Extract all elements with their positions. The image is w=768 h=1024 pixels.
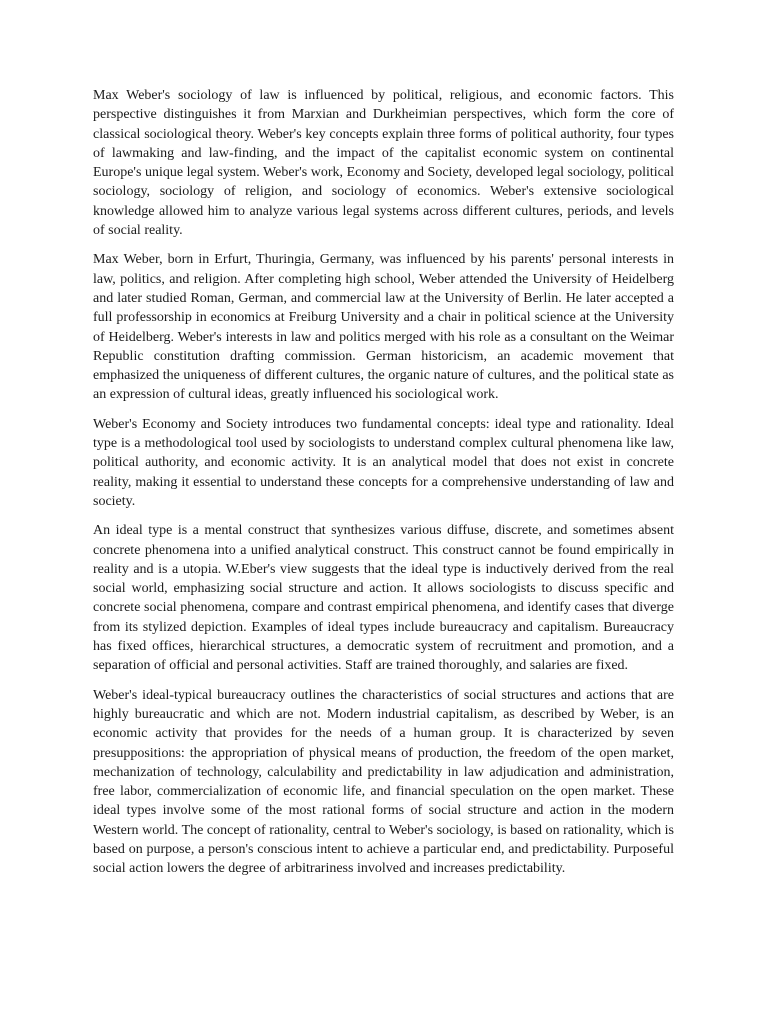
document-page: [93, 86, 674, 889]
paragraph-economy-and-society: Weber's Economy and Society introduces two fundamental concepts: ideal type and rationality. Ideal type is a methodological tool used by sociologists to understand complex cultural phenomena like law, political authority, and economic activity. It is an analytical model that does not exist in concrete reality, making it essential to understand these concepts for a comprehensive understanding of law and society.: [93, 416, 674, 509]
paragraph-weber-sociology-of-law: Max Weber's sociology of law is influenced by political, religious, and economic factors. This perspective distinguishes it from Marxian and Durkheimian perspectives, which form the core of classical sociological theory. Weber's key concepts explain three forms of political authority, four types of lawmaking and law-finding, and the impact of the capitalist economic system on continental Europe's unique legal system. Weber's work, Economy and Society, developed legal sociology, political sociology, sociology of religion, and sociology of economics. Weber's extensive sociological knowledge allowed him to analyze various legal systems across different cultures, periods, and levels of social reality.: [93, 88, 674, 239]
paragraph-ideal-type: An ideal type is a mental construct that synthesizes various diffuse, discrete, and sometimes absent concrete phenomena into a unified analytical construct. This construct cannot be found empirically in reality and is a utopia. W.Eber's view suggests that the ideal type is inductively derived from the real social world, emphasizing social structure and action. It allows sociologists to discuss specific and concrete social phenomena, compare and contrast empirical phenomena, and identify cases that diverge from its stylized depiction. Examples of ideal types include bureaucracy and capitalism. Bureaucracy has fixed offices, hierarchical structures, a democratic system of recruitment and promotion, and a separation of official and personal activities. Staff are trained thoroughly, and salaries are fixed.: [93, 523, 674, 674]
paragraph-weber-biography: Max Weber, born in Erfurt, Thuringia, Germany, was influenced by his parents' personal interests in law, politics, and religion. After completing high school, Weber attended the University of Heidelberg and later studied Roman, German, and commercial law at the University of Berlin. He later accepted a full professorship in economics at Freiburg University and a chair in political science at the University of Heidelberg. Weber's interests in law and politics merged with his role as a consultant on the Weimar Republic constitution drafting commission. German historicism, an academic movement that emphasized the uniqueness of different cultures, the organic nature of cultures, and the political state as an expression of cultural ideas, greatly influenced his sociological work.: [93, 252, 674, 403]
paragraph-bureaucracy-capitalism: Weber's ideal-typical bureaucracy outlines the characteristics of social structures and actions that are highly bureaucratic and which are not. Modern industrial capitalism, as described by Weber, is an economic activity that provides for the needs of a human group. It is characterized by seven presuppositions: the appropriation of physical means of production, the freedom of the open market, mechanization of technology, calculability and predictability in law adjudication and administration, free labor, commercialization of economic life, and financial speculation on the open market. These ideal types involve some of the most rational forms of social structure and action in the modern Western world. The concept of rationality, central to Weber's sociology, is based on rationality, which is based on purpose, a person's conscious intent to achieve a particular end, and predictability. Purposeful social action lowers the degree of arbitrariness involved and increases predictability.: [93, 687, 674, 877]
